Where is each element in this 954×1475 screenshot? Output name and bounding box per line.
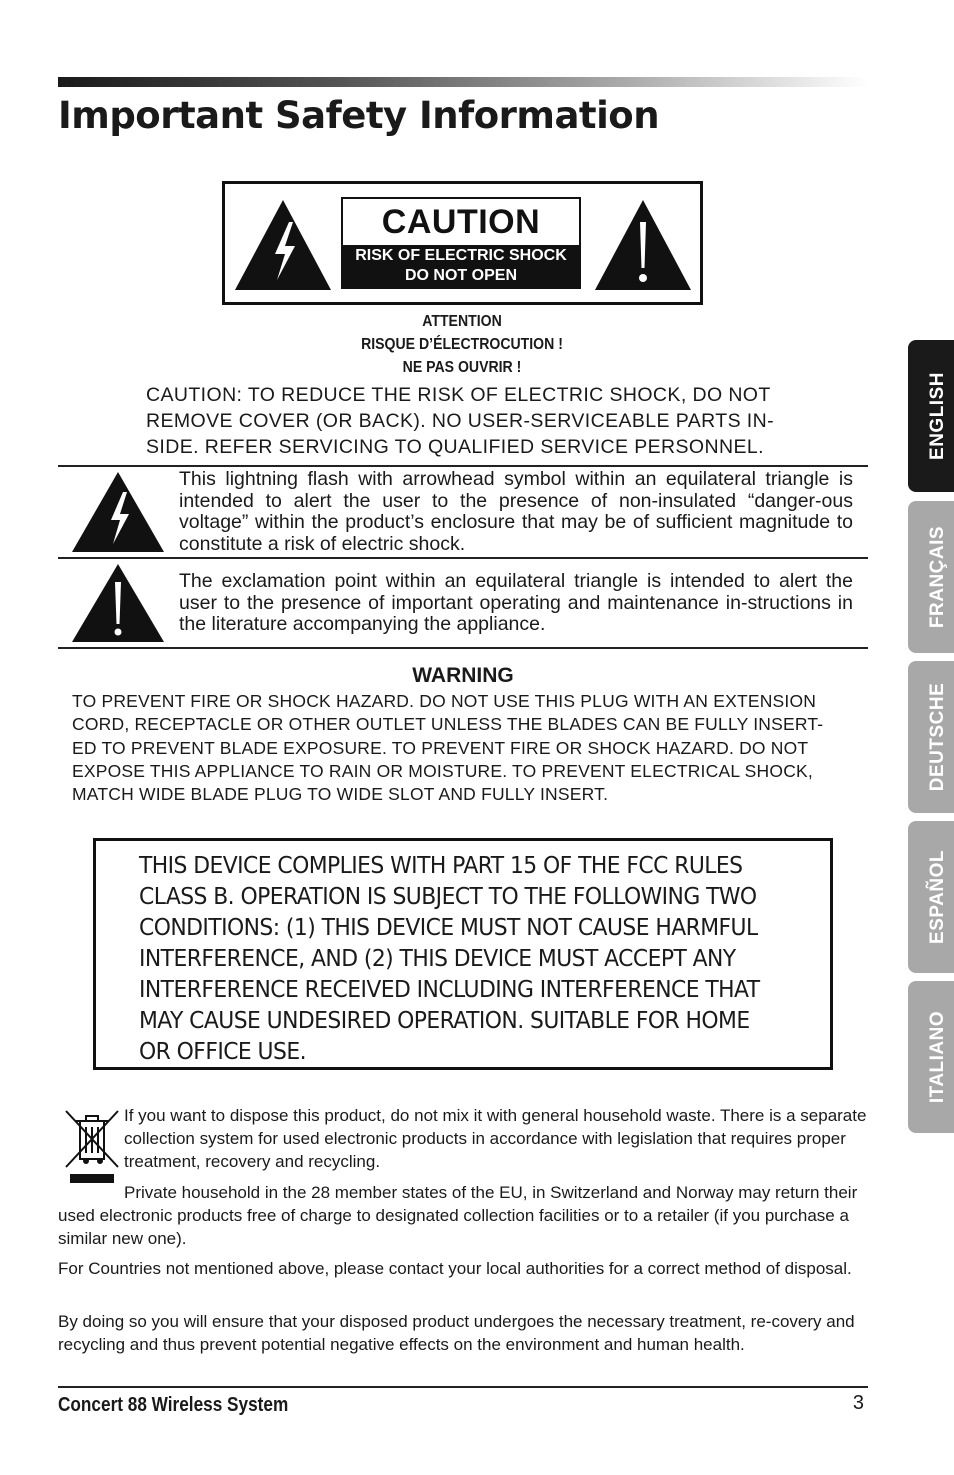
tab-italiano[interactable]: [908, 981, 954, 1133]
lightning-triangle-icon: [231, 196, 335, 292]
fcc-line: THIS DEVICE COMPLIES WITH PART 15 OF THE FCC RULES: [139, 851, 743, 879]
tab-label: ENGLISH: [927, 372, 948, 460]
tab-label: ESPAÑOL: [927, 850, 948, 944]
tab-label: ITALIANO: [927, 1010, 948, 1104]
footer-title: Concert 88 Wireless System: [58, 1394, 289, 1416]
exclamation-triangle-icon: [591, 196, 695, 292]
divider: [58, 647, 868, 649]
header-gradient-bar: [58, 77, 868, 87]
divider: [58, 557, 868, 559]
fcc-line: CONDITIONS: (1) THIS DEVICE MUST NOT CAUSE HARMFUL: [139, 913, 758, 941]
fcc-notice-text: [139, 850, 771, 1067]
fcc-line: CLASS B. OPERATION IS SUBJECT TO THE FOLLOWING TWO: [139, 882, 757, 910]
footer-divider: [58, 1386, 868, 1388]
fcc-notice-box: [93, 838, 833, 1070]
french-attention: ATTENTION: [422, 313, 502, 330]
fcc-line: OR OFFICE USE.: [139, 1037, 306, 1065]
tab-label: FRANÇAIS: [927, 525, 948, 629]
page-number: 3: [852, 1392, 864, 1414]
disposal-paragraph-2-text: Private household in the 28 member states of the EU, in Switzerland and Norway may return their used electronic products free of charge to designated collection facilities or to a retailer (if you purchase a similar new one).: [58, 1183, 858, 1248]
page-title: Important Safety Information: [58, 94, 660, 137]
exclamation-triangle-icon: [70, 562, 166, 644]
tab-francais[interactable]: [908, 501, 954, 653]
disposal-paragraph-3: For Countries not mentioned above, please contact your local authorities for a correct method of disposal.: [58, 1259, 852, 1278]
warning-title: WARNING: [412, 664, 514, 687]
tab-espanol[interactable]: [908, 821, 954, 973]
disposal-paragraph-1: If you want to dispose this product, do not mix it with general household waste. There is a separate collection system for used electronic products in accordance with legislation that requires proper treatment, recovery and recycling.: [124, 1106, 867, 1171]
caution-heading: CAUTION: [381, 203, 541, 241]
caution-panel: [341, 197, 581, 289]
disposal-paragraph-2: [58, 1181, 868, 1250]
lightning-triangle-icon: [70, 470, 166, 554]
divider: [58, 465, 868, 467]
caution-paragraph: CAUTION: TO REDUCE THE RISK OF ELECTRIC SHOCK, DO NOT REMOVE COVER (OR BACK). NO USER-SERVICEABLE PARTS IN-SIDE. REFER SERVICING TO QUALIFIED SERVICE PERSONNEL.: [146, 384, 774, 458]
exclamation-explanation: The exclamation point within an equilateral triangle is intended to alert the user to the presence of important operating and maintenance in-structions in the literature accompanying the appliance.: [179, 570, 853, 635]
tab-english[interactable]: [908, 340, 954, 492]
lightning-explanation: This lightning flash with arrowhead symbol within an equilateral triangle is intended to alert the user to the presence of non-insulated “danger-ous voltage” within the product’s enclosure that may be of sufficient magnitude to constitute a risk of electric shock.: [179, 468, 853, 555]
caution-subtext: [343, 245, 579, 288]
disposal-paragraph-4: By doing so you will ensure that your disposed product undergoes the necessary treatment, re-covery and recycling and thus prevent potential negative effects on the environment and human health.: [58, 1312, 855, 1354]
fcc-line: MAY CAUSE UNDESIRED OPERATION. SUITABLE FOR HOME: [139, 1006, 750, 1034]
tab-label: DEUTSCHE: [927, 682, 948, 792]
fcc-line: INTERFERENCE, AND (2) THIS DEVICE MUST ACCEPT ANY: [139, 944, 736, 972]
caution-line1: RISK OF ELECTRIC SHOCK: [355, 247, 567, 264]
caution-label: [222, 181, 703, 305]
french-risk: RISQUE D’ÉLECTROCUTION !: [361, 336, 563, 353]
caution-line2: DO NOT OPEN: [404, 267, 517, 284]
warning-body: TO PREVENT FIRE OR SHOCK HAZARD. DO NOT USE THIS PLUG WITH AN EXTENSION CORD, RECEPTACLE OR OTHER OUTLET UNLESS THE BLADES CAN BE FULLY INSERT-ED TO PREVENT BLADE EXPOSURE. TO PREVENT FIRE OR SHOCK HAZARD. DO NOT EXPOSE THIS APPLIANCE TO RAIN OR MOISTURE. TO PREVENT ELECTRICAL SHOCK, MATCH WIDE BLADE PLUG TO WIDE SLOT AND FULLY INSERT.: [72, 691, 824, 805]
crossed-bin-icon: [64, 1107, 120, 1187]
tab-deutsche[interactable]: [908, 661, 954, 813]
french-do-not-open: NE PAS OUVRIR !: [402, 359, 522, 376]
fcc-line: INTERFERENCE RECEIVED INCLUDING INTERFERENCE THAT: [139, 975, 760, 1003]
